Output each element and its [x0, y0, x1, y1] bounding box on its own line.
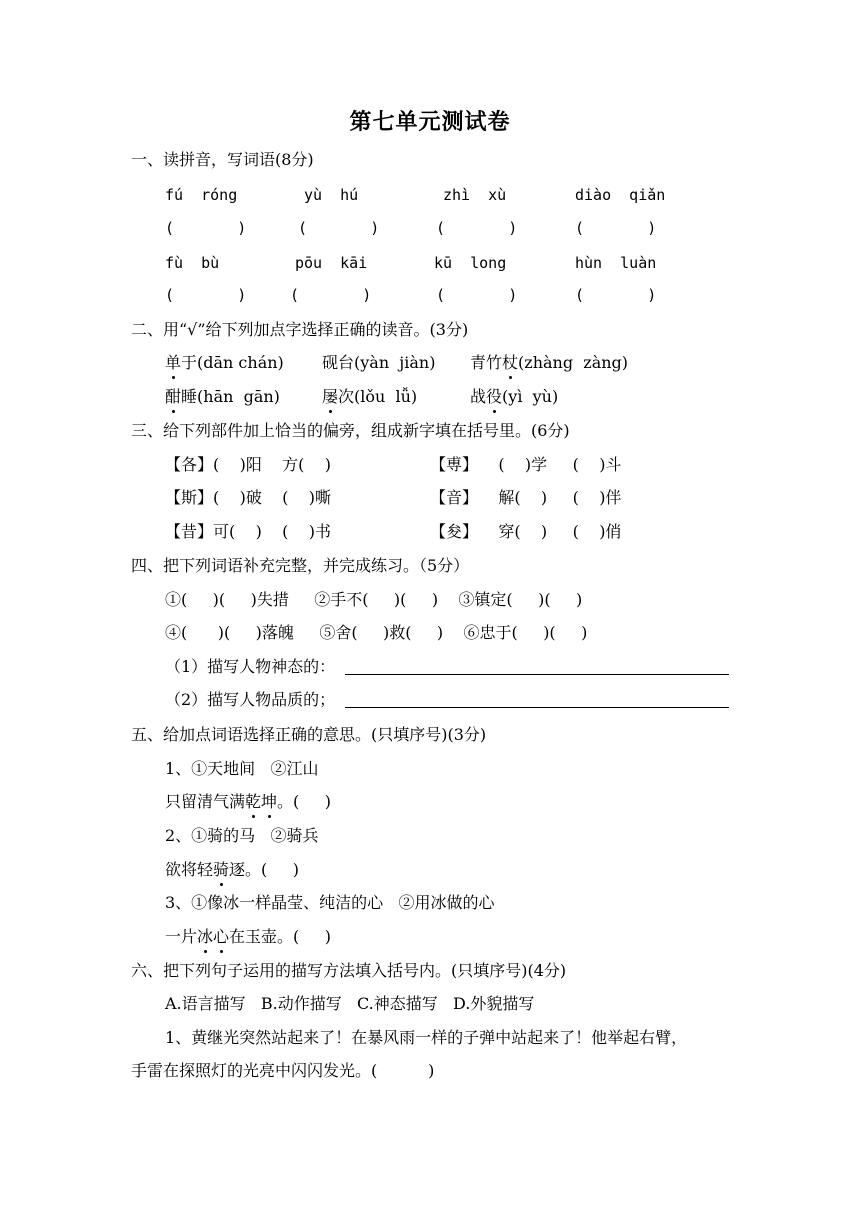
answer-box[interactable]: ( ) — [165, 219, 247, 237]
radical-row-1a[interactable]: 【各】( )阳 方( ) — [165, 455, 332, 474]
reading-options: 睡(hān gān) — [181, 387, 280, 406]
reading-item-4[interactable] — [165, 387, 280, 407]
section-5-heading: 五、给加点词语选择正确的意思。(只填序号)(3分) — [131, 725, 487, 744]
idiom-row-2[interactable]: ④( )( )落魄 ⑤舍( )救( ) ⑥忠于( )( ) — [165, 623, 588, 642]
answer-box[interactable]: ( ) — [290, 286, 372, 304]
dotted-char: 乾 — [245, 792, 262, 811]
meaning-options-1: 1、①天地间 ②江山 — [165, 759, 319, 778]
pinyin-8: hùn luàn — [575, 254, 657, 272]
answer-line[interactable] — [345, 674, 729, 675]
pinyin-3: zhì xù — [443, 186, 507, 204]
section-4-heading: 四、把下列词语补充完整，并完成练习。（5分） — [131, 556, 470, 575]
dotted-char: 屡 — [322, 387, 339, 406]
reading-options: (yì yù) — [502, 387, 559, 406]
pinyin-6: pōu kāi — [295, 254, 368, 272]
meaning-sentence-1[interactable] — [165, 792, 331, 812]
sentence-text: 逐。( ) — [229, 860, 299, 879]
section-6-heading: 六、把下列句子运用的描写方法填入括号内。(只填序号)(4分) — [131, 961, 567, 980]
question-6-1-line-2[interactable]: 手雷在探照灯的光亮中闪闪发光。( ) — [131, 1061, 435, 1080]
question-6-1-line-1: 1、黄继光突然站起来了！在暴风雨一样的子弹中站起来了！他举起右臂， — [165, 1028, 688, 1047]
sentence-text: 。( ) — [277, 792, 331, 811]
answer-box[interactable]: ( ) — [575, 286, 657, 304]
pinyin-1: fú róng — [165, 186, 238, 204]
radical-row-1b[interactable]: 【尃】 ( )学 ( )斗 — [430, 455, 622, 474]
radical-row-2a[interactable]: 【斯】( )破 ( )嘶 — [165, 488, 332, 507]
question-4-1: （1）描写人物神态的： — [165, 657, 336, 676]
reading-item-3[interactable] — [470, 353, 628, 373]
pinyin-2: yù hú — [304, 186, 359, 204]
dotted-char: 心 — [213, 927, 230, 946]
section-1-heading: 一、读拼音，写词语(8分) — [131, 150, 314, 169]
reading-options: (zhàng zàng) — [518, 353, 629, 372]
reading-options: 于(dān chán) — [181, 353, 284, 372]
reading-item-1[interactable] — [165, 353, 284, 373]
word-part: 青竹 — [470, 353, 503, 372]
meaning-sentence-2[interactable] — [165, 860, 299, 880]
reading-options: 次(lǒu lǚ) — [338, 387, 418, 406]
dotted-char: 杖 — [502, 353, 519, 372]
word-part: 战 — [470, 387, 487, 406]
dotted-char: 骑 — [213, 860, 230, 879]
radical-row-2b[interactable]: 【音】 解( ) ( )伴 — [430, 488, 622, 507]
section-2-heading: 二、用“√”给下列加点字选择正确的读音。(3分) — [131, 320, 469, 339]
reading-item-2[interactable]: 砚台(yàn jiàn) — [322, 353, 436, 372]
page-title: 第七单元测试卷 — [349, 109, 511, 135]
method-options: A.语言描写 B.动作描写 C.神态描写 D.外貌描写 — [165, 994, 535, 1013]
dotted-char: 单 — [165, 353, 182, 372]
answer-box[interactable]: ( ) — [165, 286, 247, 304]
idiom-row-1[interactable]: ①( )( )失措 ②手不( )( ) ③镇定( )( ) — [165, 590, 583, 609]
answer-box[interactable]: ( ) — [575, 219, 657, 237]
reading-item-6[interactable] — [470, 387, 558, 407]
reading-item-5[interactable] — [322, 387, 417, 407]
meaning-options-3: 3、①像冰一样晶莹、纯洁的心 ②用冰做的心 — [165, 893, 495, 912]
dotted-char: 役 — [486, 387, 503, 406]
dotted-char: 坤 — [261, 792, 278, 811]
sentence-text: 一片 — [165, 927, 198, 946]
radical-row-3a[interactable]: 【昔】可( ) ( )书 — [165, 522, 332, 541]
sentence-text: 欲将轻 — [165, 860, 214, 879]
pinyin-4: diào qiǎn — [575, 186, 666, 204]
answer-line[interactable] — [345, 707, 729, 708]
sentence-text: 在玉壶。( ) — [229, 927, 331, 946]
dotted-char: 冰 — [197, 927, 214, 946]
answer-box[interactable]: ( ) — [436, 219, 518, 237]
meaning-options-2: 2、①骑的马 ②骑兵 — [165, 826, 319, 845]
meaning-sentence-3[interactable] — [165, 927, 331, 947]
pinyin-7: kū long — [434, 254, 507, 272]
radical-row-3b[interactable]: 【夋】 穿( ) ( )俏 — [430, 522, 622, 541]
sentence-text: 只留清气满 — [165, 792, 246, 811]
dotted-char: 酣 — [165, 387, 182, 406]
answer-box[interactable]: ( ) — [436, 286, 518, 304]
pinyin-5: fù bù — [165, 254, 220, 272]
answer-box[interactable]: ( ) — [298, 219, 380, 237]
section-3-heading: 三、给下列部件加上恰当的偏旁，组成新字填在括号里。(6分) — [131, 421, 570, 440]
question-4-2: （2）描写人物品质的； — [165, 690, 336, 709]
